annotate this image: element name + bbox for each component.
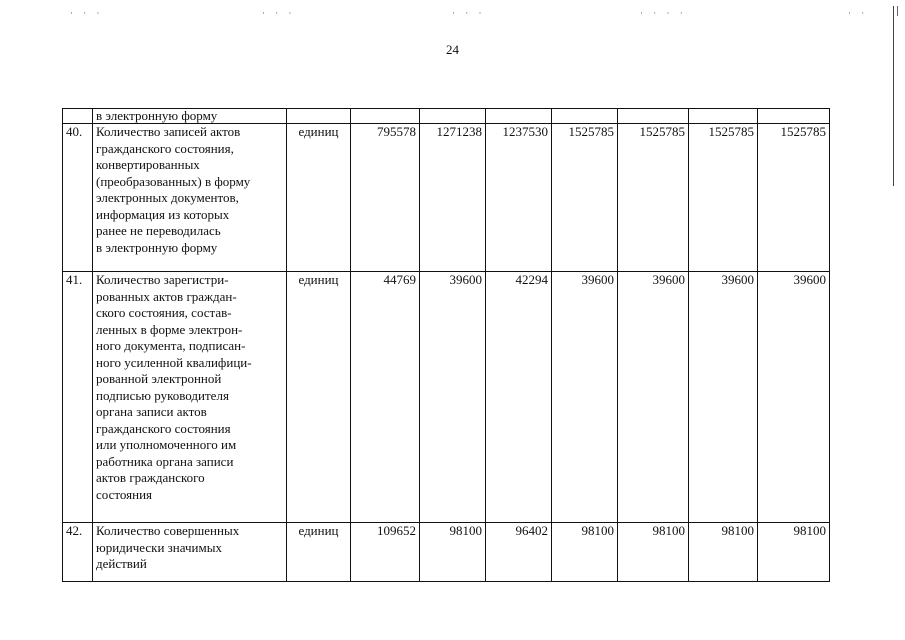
value-cell: 98100: [420, 523, 486, 582]
name-line: гражданского состояния: [96, 420, 231, 436]
name-line: (преобразованных) в форму: [96, 173, 251, 189]
name-line: работника органа записи: [96, 453, 234, 469]
row-number-cell: 41.: [63, 272, 93, 523]
row-number-cell: 40.: [63, 124, 93, 272]
name-line: ного документа, подписан-: [96, 338, 246, 353]
value-cell: 1525785: [689, 124, 758, 272]
indicator-name-cell: [93, 523, 287, 582]
unit-cell: единиц: [287, 272, 351, 523]
table-row: [63, 523, 830, 582]
name-line: ранее не переводилась: [96, 223, 221, 238]
unit-cell: единиц: [287, 523, 351, 582]
value-cell: 98100: [758, 523, 830, 582]
value-cell: 39600: [758, 272, 830, 523]
name-line: Количество совершенных: [96, 523, 240, 538]
scan-edge-tick: [897, 6, 898, 16]
name-line: ленных в форме электрон-: [96, 321, 243, 337]
value-cell: 39600: [552, 272, 618, 523]
name-line: состояния: [96, 486, 152, 502]
scan-noise: · · ·: [452, 8, 486, 18]
value-cell: 39600: [618, 272, 689, 523]
statistics-table: [62, 108, 830, 582]
page-number: 24: [446, 42, 459, 57]
name-line: действий: [96, 556, 147, 571]
value-cell: 44769: [351, 272, 420, 523]
indicator-name-cell: в электронную форму: [93, 109, 287, 124]
row-number-cell: 42.: [63, 523, 93, 582]
scan-noise: · · ·: [262, 8, 296, 18]
name-line: или уполномоченного им: [96, 437, 237, 452]
name-line: ного усиленной квалифици-: [96, 354, 252, 370]
value-cell: 1525785: [618, 124, 689, 272]
table-row: [63, 124, 830, 272]
value-cell: [486, 109, 552, 124]
name-line: в электронную форму: [96, 239, 218, 255]
name-line: актов гражданского: [96, 470, 205, 485]
name-line: подписью руководителя: [96, 387, 229, 403]
value-cell: 109652: [351, 523, 420, 582]
value-cell: 96402: [486, 523, 552, 582]
value-cell: [758, 109, 830, 124]
name-line: органа записи актов: [96, 404, 207, 419]
scan-noise: · ·: [848, 8, 869, 18]
scan-noise: · · · ·: [640, 8, 687, 18]
name-line: ского состояния, состав-: [96, 305, 232, 320]
name-line: рованных актов граждан-: [96, 288, 237, 304]
value-cell: [552, 109, 618, 124]
name-line: юридически значимых: [96, 539, 222, 555]
value-cell: 1237530: [486, 124, 552, 272]
unit-cell: единиц: [287, 124, 351, 272]
value-cell: 98100: [689, 523, 758, 582]
name-line: информация из которых: [96, 206, 230, 222]
value-cell: 795578: [351, 124, 420, 272]
name-line: рованной электронной: [96, 371, 222, 386]
value-cell: [618, 109, 689, 124]
name-line: Количество записей актов: [96, 124, 241, 139]
name-line: гражданского состояния,: [96, 140, 234, 156]
name-line: электронных документов,: [96, 190, 239, 205]
name-line: Количество зарегистри-: [96, 272, 229, 287]
value-cell: 42294: [486, 272, 552, 523]
unit-cell: [287, 109, 351, 124]
indicator-name-cell: [93, 272, 287, 523]
value-cell: [689, 109, 758, 124]
value-cell: 1525785: [758, 124, 830, 272]
value-cell: [420, 109, 486, 124]
value-cell: 39600: [689, 272, 758, 523]
value-cell: 98100: [552, 523, 618, 582]
value-cell: 1271238: [420, 124, 486, 272]
value-cell: 39600: [420, 272, 486, 523]
table-row: [63, 272, 830, 523]
value-cell: 98100: [618, 523, 689, 582]
value-cell: [351, 109, 420, 124]
scan-edge-line: [893, 6, 894, 186]
value-cell: 1525785: [552, 124, 618, 272]
name-line: конвертированных: [96, 157, 200, 172]
row-number-cell: [63, 109, 93, 124]
indicator-name-cell: [93, 124, 287, 272]
table-row: [63, 109, 830, 124]
scan-noise: · · ·: [70, 8, 104, 18]
